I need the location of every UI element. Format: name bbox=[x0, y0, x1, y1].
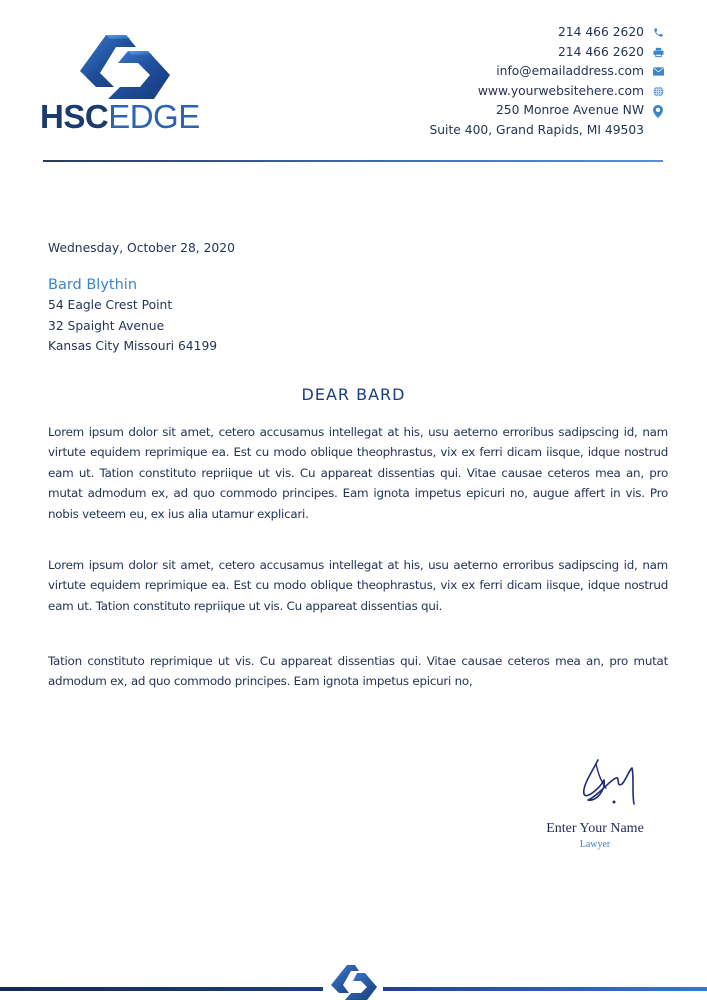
contact-phone bbox=[429, 23, 664, 43]
diamond-s-logo-icon bbox=[70, 33, 175, 103]
phone-number: 214 466 2620 bbox=[557, 25, 644, 39]
phone-icon bbox=[652, 27, 664, 39]
recipient-name: Bard Blythin bbox=[48, 277, 138, 293]
body-paragraph: Lorem ipsum dolor sit amet, cetero accusamus intellegat at his, usu aeterno erroribus sadipscing id, nam virtute equidem reprimique ea. Est cu modo oblique theophrastus, vix ex ferri dicam iisque, idque nostrud eam ut. Tation constituto repriique ut vis. Cu appareat dissentias qui. bbox=[48, 558, 668, 613]
address-line-1: 250 Monroe Avenue NW bbox=[495, 103, 644, 118]
company-logo bbox=[40, 33, 205, 133]
header-divider bbox=[43, 160, 663, 162]
recipient-block bbox=[48, 275, 217, 357]
logo-wordmark: HSCEDGE bbox=[40, 98, 200, 135]
printer-icon bbox=[652, 46, 664, 58]
body-paragraph: Lorem ipsum dolor sit amet, cetero accusamus intellegat at his, usu aeterno erroribus sadipscing id, nam virtute equidem reprimique ea. Est cu modo oblique theophrastus, vix ex ferri dicam iisque, idque nostrud eam ut. Tation constituto repriique ut vis. Cu appareat dissentias qui. Vitae causae ceteros mea an, pro mutat admodum ex, ad quo commodo principes. Eam ignota impetus epicuri no, augue affert in vis. Pro nobis veteem eu, ex ius alia utamur explicari. bbox=[48, 425, 668, 521]
signer-name: Enter Your Name bbox=[546, 821, 644, 836]
salutation-heading: DEAR BARD bbox=[301, 385, 406, 404]
location-pin-icon bbox=[652, 105, 664, 117]
email-icon bbox=[652, 66, 664, 78]
globe-icon bbox=[652, 86, 664, 98]
email-address[interactable]: info@emailaddress.com bbox=[496, 64, 644, 79]
footer-divider-left bbox=[0, 987, 323, 991]
contact-fax bbox=[429, 43, 664, 63]
address-line-2: Suite 400, Grand Rapids, MI 49503 bbox=[429, 122, 644, 137]
letter-date: Wednesday, October 28, 2020 bbox=[48, 241, 235, 255]
recipient-address-line: 54 Eagle Crest Point bbox=[48, 298, 173, 312]
footer-logo-mark-icon bbox=[325, 963, 381, 1000]
contact-email bbox=[429, 62, 664, 82]
footer-divider-right bbox=[383, 987, 707, 991]
contact-website bbox=[429, 82, 664, 102]
signer-title: Lawyer bbox=[579, 839, 611, 850]
contact-address bbox=[429, 101, 664, 121]
contact-info bbox=[429, 23, 664, 141]
contact-address-2 bbox=[429, 121, 664, 141]
recipient-address-line: Kansas City Missouri 64199 bbox=[48, 339, 218, 354]
recipient-address-line: 32 Spaight Avenue bbox=[48, 318, 165, 333]
body-paragraph: Tation constituto reprimique ut vis. Cu appareat dissentias qui. Vitae causae ceteros mea an, pro mutat admodum ex, ad quo commodo principes. Eam ignota impetus epicuri no, bbox=[48, 654, 668, 689]
signature-scribble bbox=[576, 758, 640, 816]
fax-number: 214 466 2620 bbox=[557, 44, 644, 59]
website-url[interactable]: www.yourwebsitehere.com bbox=[477, 83, 644, 98]
